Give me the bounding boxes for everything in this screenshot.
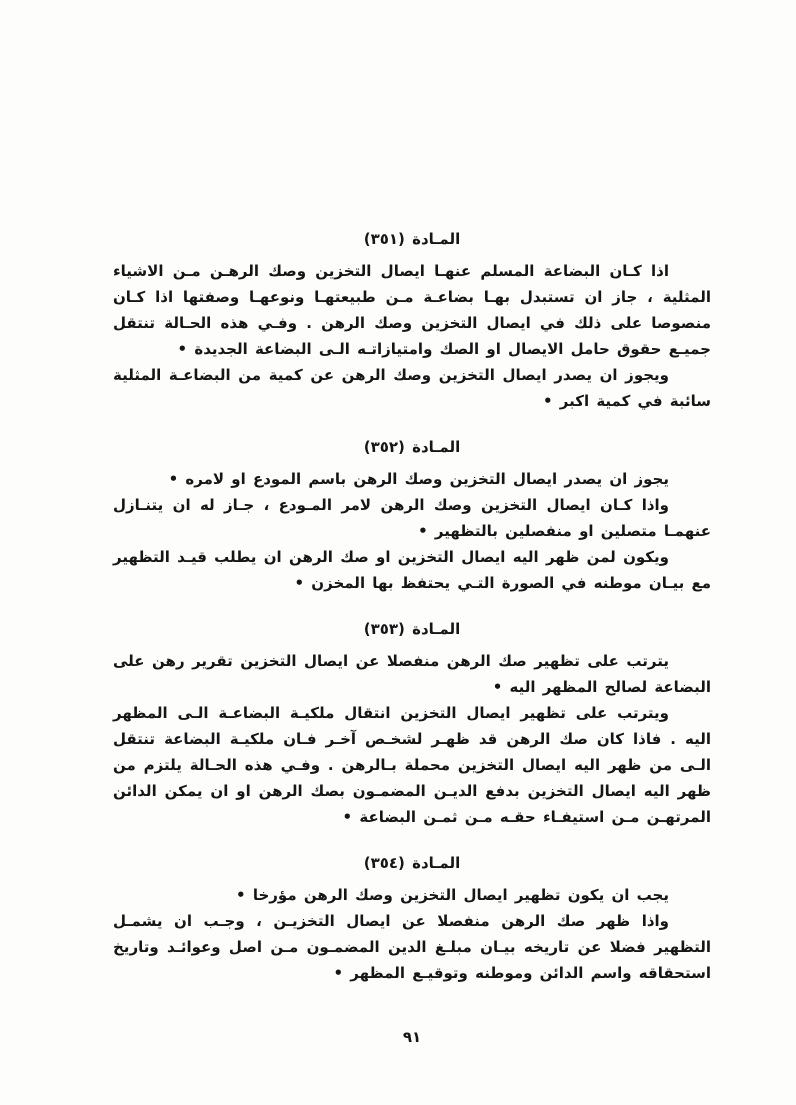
article-352-paragraph-2: واذا كـان ايصال التخزين وصك الرهن لامر المـودع ، جـاز له ان يتنـازل عنهمـا متصلين او منفصلين بالتظهير • <box>113 496 711 540</box>
article-351-title: المـادة (٣٥١) <box>363 230 461 248</box>
article-354-title: المـادة (٣٥٤) <box>363 854 461 872</box>
article-353-section <box>113 616 711 830</box>
article-354-paragraph-2: واذا ظهر صك الرهن منفصلا عن ايصال التخزيـن ، وجـب ان يشمـل التظهير فضلا عن تاريخه بيـان مبلـغ الدين المضمـون مـن اصل وعوائـد وتاريخ استحقاقه واسم الدائن وموطنه وتوقيـع المظهر • <box>113 912 711 982</box>
article-352-section <box>113 434 711 596</box>
article-352-paragraph-3: ويكون لمن ظهر اليه ايصال التخزين او صك الرهن ان يطلب قيـد التظهير مع بيـان موطنه في الصورة التـي يحتفظ بها المخزن • <box>113 548 711 592</box>
article-351-section <box>113 226 711 414</box>
article-354-paragraph-1: يجب ان يكون تظهير ايصال التخزين وصك الرهن مؤرخا • <box>236 886 669 904</box>
article-353-paragraph-1: يترتب على تظهير صك الرهن منفصلا عن ايصال التخزين تقرير رهن على البضاعة لصالح المظهر اليه • <box>113 652 711 696</box>
page-number: ٩١ <box>402 1028 422 1046</box>
article-353-title: المـادة (٣٥٣) <box>363 620 461 638</box>
article-351-paragraph-1: اذا كـان البضاعة المسلم عنهـا ايصال التخزين وصك الرهـن مـن الاشياء المثلية ، جاز ان تستبدل بهـا بضاعـة مـن طبيعتهـا ونوعهـا وصفتها اذا كـان منصوصا على ذلك في ايصال التخزين وصك الرهن . وفـي هذه الحـالة تنتقل جميـع حقوق حامل الايصال او الصك وامتيازاتـه الـى البضاعة الجديدة • <box>113 262 711 358</box>
article-351-paragraph-2: ويجوز ان يصدر ايصال التخزين وصك الرهن عن كمية من البضاعـة المثلية سائبة في كمية اكبر • <box>113 366 711 410</box>
article-352-paragraph-1: يجوز ان يصدر ايصال التخزين وصك الرهن باسم المودع او لامره • <box>168 470 669 488</box>
article-352-title: المـادة (٣٥٢) <box>363 438 461 456</box>
article-353-paragraph-2: ويترتب على تظهير ايصال التخزين انتقال ملكيـة البضاعـة الـى المظهر اليه . فاذا كان صك الرهن قد ظهـر لشخـص آخـر فـان ملكيـة البضاعة تنتقل الـى من ظهر اليه ايصال التخزين محملة بـالرهن . وفـي هذه الحـالة يلتزم من ظهر اليه ايصال التخزين بدفع الديـن المضمـون بصك الرهن او ان يمكن الدائن المرتهـن مـن استيفـاء حقـه مـن ثمـن البضاعة • <box>113 704 711 826</box>
document-text-block <box>113 226 711 986</box>
article-354-section <box>113 850 711 986</box>
